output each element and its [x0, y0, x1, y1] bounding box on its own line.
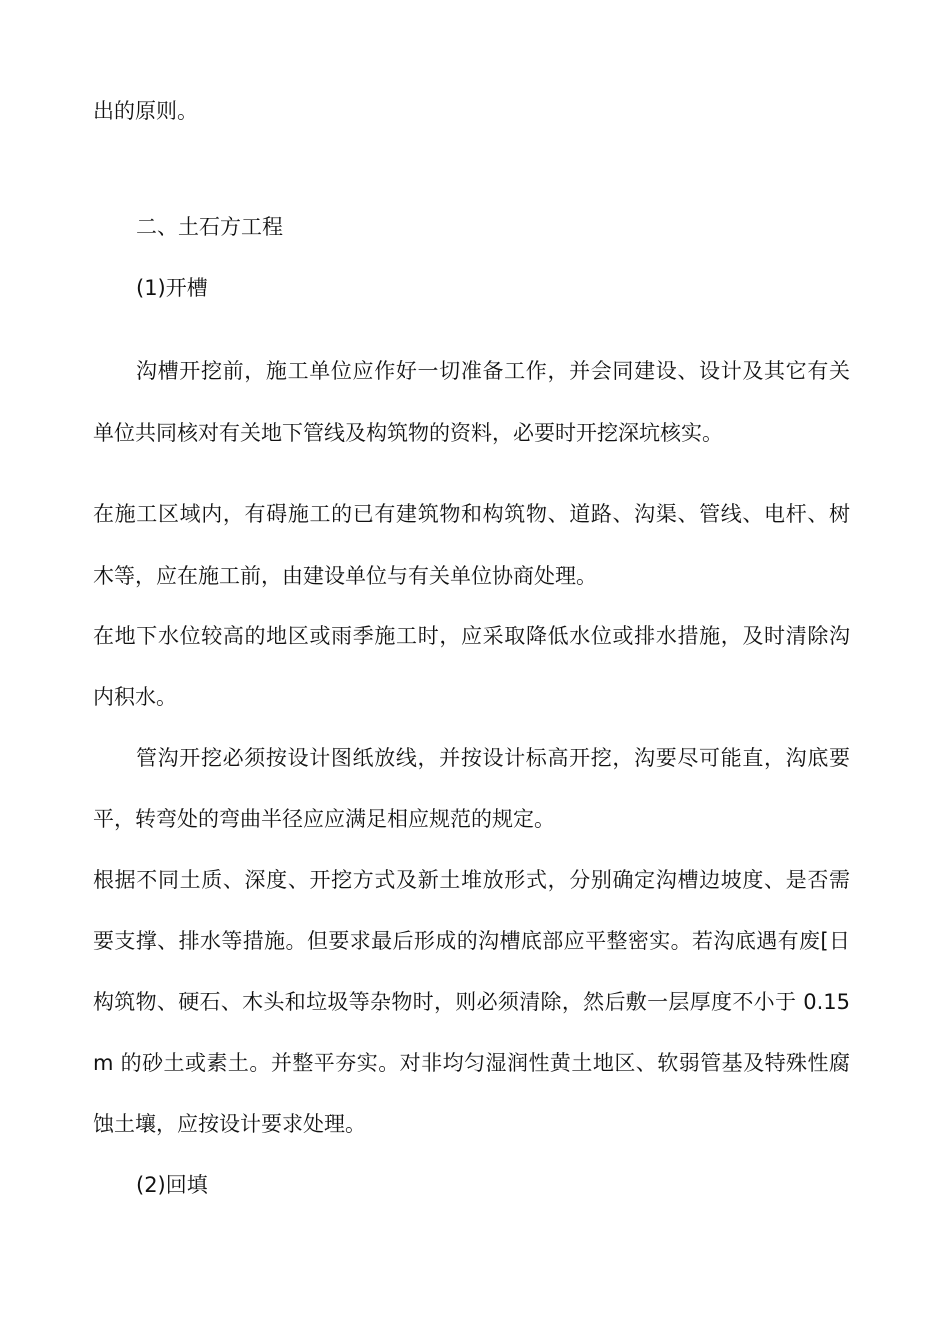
paragraph-line: 在施工区域内，有碍施工的已有建筑物和构筑物、道路、沟渠、管线、电杆、树: [93, 502, 850, 526]
subsection-heading-trenching: (1)开槽: [136, 276, 208, 300]
section-heading-earthwork: 二、土石方工程: [136, 215, 283, 239]
paragraph-line: 蚀土壤，应按设计要求处理。: [93, 1112, 366, 1136]
paragraph-line: 根据不同土质、深度、开挖方式及新土堆放形式，分别确定沟槽边坡度、是否需: [93, 868, 850, 892]
paragraph-line: 平，转弯处的弯曲半径应应满足相应规范的规定。: [93, 807, 555, 831]
subsection-heading-backfill: (2)回填: [136, 1173, 208, 1197]
paragraph-line: 沟槽开挖前，施工单位应作好一切准备工作，并会同建设、设计及其它有关: [136, 359, 850, 383]
paragraph-line: 要支撑、排水等措施。但要求最后形成的沟槽底部应平整密实。若沟底遇有废[日: [93, 929, 850, 953]
paragraph-line: 在地下水位较高的地区或雨季施工时，应采取降低水位或排水措施，及时清除沟: [93, 624, 850, 648]
text-line-continuation: 出的原则。: [93, 99, 198, 123]
paragraph-line: 构筑物、硬石、木头和垃圾等杂物时，则必须清除，然后敷一层厚度不小于 0.15: [93, 990, 850, 1014]
paragraph-line: 内积水。: [93, 685, 177, 709]
paragraph-line: m 的砂土或素土。并整平夯实。对非均匀湿润性黄土地区、软弱管基及特殊性腐: [93, 1051, 850, 1075]
paragraph-line: 木等，应在施工前，由建设单位与有关单位协商处理。: [93, 564, 597, 588]
paragraph-line: 管沟开挖必须按设计图纸放线，并按设计标高开挖，沟要尽可能直，沟底要: [136, 746, 850, 770]
paragraph-line: 单位共同核对有关地下管线及构筑物的资料，必要时开挖深坑核实。: [93, 421, 723, 445]
